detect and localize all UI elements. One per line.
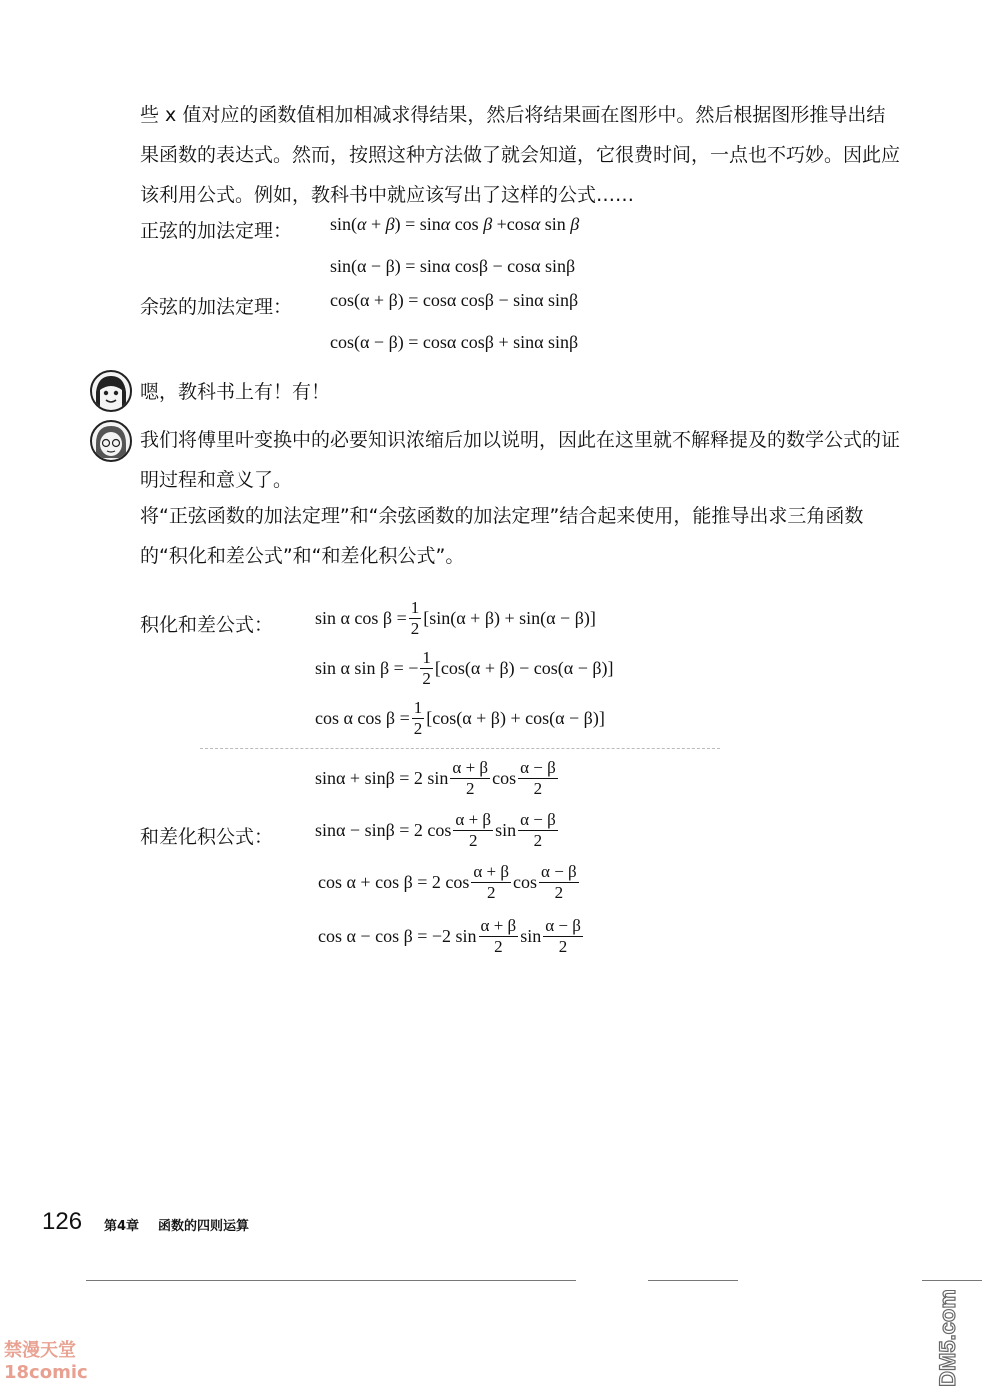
bottom-rule <box>648 1280 738 1281</box>
sine-minus-formula: sin(α − β) = sinα cosβ − cosα sinβ <box>330 256 576 276</box>
half-fraction: $\frac{1}{2}$ <box>422 648 431 688</box>
sum-to-product-formula-2: sinα − sinβ = 2 cos $\frac{\alpha + \beta}{2}$ sin $\frac{\alpha - \beta}{2}$ <box>315 810 556 850</box>
sum-to-product-formula-3: cos α + cos β = 2 cos $\frac{\alpha + \beta}{2}$ cos $\frac{\alpha - \beta}{2}$ <box>318 862 577 902</box>
character-avatar-teacher-icon <box>90 420 132 462</box>
site-watermark-right <box>930 1290 980 1386</box>
page-number: 126 <box>42 1208 83 1235</box>
bottom-rule <box>86 1280 576 1281</box>
sine-addition-label: 正弦的加法定理： <box>140 220 293 242</box>
half-fraction: $\frac{1}{2}$ <box>410 598 420 638</box>
product-to-sum-formula-2: sin α sin β = − $\frac{1}{2}$ [cos(α + β) − cos(α − β)] <box>315 648 614 688</box>
sine-plus-formula: sin( α + β ) = sin α cos β +cos α sin β <box>330 214 580 234</box>
product-to-sum-formula-1: sin α cos β = $\frac{1}{2}$ [sin(α + β) + sin(α − β)] <box>315 598 596 638</box>
character-avatar-girl-icon <box>90 370 132 412</box>
cosine-plus-formula: cos(α + β) = cosα cosβ − sinα sinβ <box>330 290 579 310</box>
sum-to-product-label: 和差化积公式： <box>140 826 274 848</box>
product-to-sum-label: 积化和差公式： <box>140 614 274 636</box>
dialog-teacher-text: 我们将傅里叶变换中的必要知识浓缩后加以说明，因此在这里就不解释提及的数学公式的证明过程和意义了。 <box>140 429 901 491</box>
half-fraction: $\frac{1}{2}$ <box>413 698 423 738</box>
bottom-rule <box>922 1280 982 1281</box>
chapter-title: 函数的四则运算 <box>158 1219 250 1234</box>
site-watermark-left: 禁漫天堂 18comic <box>4 1340 88 1383</box>
dialog-girl-text: 嗯，教科书上有！有！ <box>140 381 331 403</box>
cosine-addition-label: 余弦的加法定理： <box>140 296 293 318</box>
svg-text:DM5.com: DM5.com <box>935 1290 960 1386</box>
faint-divider <box>200 748 720 749</box>
cosine-minus-formula: cos(α − β) = cosα cosβ + sinα sinβ <box>330 332 579 352</box>
formula-explanation-paragraph: 将“正弦函数的加法定理”和“余弦函数的加法定理”结合起来使用，能推导出求三角函数的“积化和差公式”和“和差化积公式”。 <box>140 505 864 567</box>
chapter-number: 第4章 <box>104 1219 140 1234</box>
intro-paragraph: 些 x 值对应的函数值相加相减求得结果，然后将结果画在图形中。然后根据图形推导出结果函数的表达式。然而，按照这种方法做了就会知道，它很费时间，一点也不巧妙。因此应该利用公式。例如，教科书中就应该写出了这样的公式…… <box>140 104 901 206</box>
product-to-sum-formula-3: cos α cos β = $\frac{1}{2}$ [cos(α + β) + cos(α − β)] <box>315 698 605 738</box>
sum-to-product-formula-1: sinα + sinβ = 2 sin $\frac{\alpha + \beta}{2}$ cos $\frac{\alpha - \beta}{2}$ <box>315 758 556 798</box>
sum-to-product-formula-4: cos α − cos β = −2 sin $\frac{\alpha + \beta}{2}$ sin $\frac{\alpha - \beta}{2}$ <box>318 916 581 956</box>
